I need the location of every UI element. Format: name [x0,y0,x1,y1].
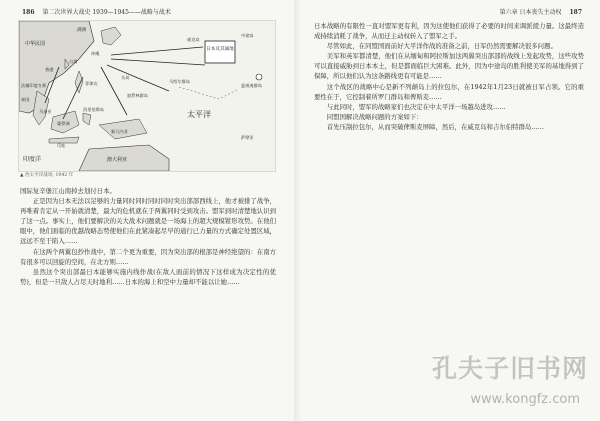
label-guam: 关岛 [121,75,130,80]
running-title: 第六章 日本丧失主动权 [499,9,562,16]
label-malaya: 马来亚 [39,109,52,114]
paragraph: 在这两个两翼包抄作战中，第二个更为重要，因为突出部的根部是神经绝望的：在南方有很多可以回旋的空间，在北方则…… [20,247,276,266]
label-australia: 澳大利亚 [107,157,128,163]
page-number: 187 [569,9,582,16]
label-indochina: 法属印度支那 [21,83,47,88]
label-marshall: 马绍尔群岛 [169,79,190,84]
label-okinawa: 冲绳 [91,51,100,56]
label-japan: 日本及其属地 [206,47,234,52]
label-caroline: 加罗林群岛 [127,93,148,98]
label-indian-ocean: 印度洋 [23,156,42,163]
label-celebes: 西里伯斯岛 [83,107,104,112]
label-hongkong: 香港 [45,67,54,72]
page-number: 186 [22,9,35,16]
paragraph: 这个战区的战略中心是新不列颠岛上的拉包尔，在1942年1月23日就被日军占领。它的重要性在于，它控制着所罗门群岛和俾斯麦…… [314,82,584,101]
left-page-header [22,7,171,16]
left-page [0,0,298,421]
label-taiwan: 台湾 [69,59,78,64]
japan-legend-box [205,41,235,63]
right-body-text [314,21,584,132]
label-pacific-ocean: 太平洋 [187,110,211,119]
label-thailand: 泰国 [21,97,30,102]
running-title: 第二次世界大战史 1939—1945——战略与战术 [42,9,171,16]
label-hawaii: 夏威夷群岛 [241,83,262,88]
pacific-map [19,21,275,171]
label-china: 中华民国 [25,41,46,47]
label-borneo: 婆罗洲 [57,121,70,126]
label-newguinea: 新几内亚 [111,129,128,134]
left-body-text [20,186,276,287]
hawaii-marker [256,74,262,80]
paragraph: 与此同时，盟军的战略家们也决定在中太平洋一场越岛进攻…… [326,102,506,111]
paragraph: 虽然这个突出部最日本能够实施内线作战(在敌人面前的情况下这样成为决定性的优势)，但是一旦敌人占尽天时地利……日本的海上和空中力量却不能以让她…… [20,267,276,286]
label-midway: 中途岛 [241,33,254,38]
right-page-header [500,7,582,16]
label-samoa: 萨摩亚 [241,135,254,140]
label-manchuria: 满洲 [77,28,87,33]
paragraph: 同盟国解决战略问题的方案如下： [326,112,423,121]
paragraph: 正是因为日本无法以足够的力量同时同时同时同时突出部部西线上，他才被排了战争，再唯着肯定从一开始就清楚，最大的危机就在于两翼同时受到攻击。盟军到时清楚地认识到了这一点。事实上，他们要解决的关大战术问题就是一场海上的超大规模钳形攻势。在他们眼中，他们面临的优越战略态势使他们在此紧凑起尽早的通行已力量的方式确定处置区域，远远不至于陷入…… [20,197,276,246]
label-wake: 威克岛 [187,37,200,42]
figure-caption: ▲ 西太平洋战场, 1942 年 [20,173,74,178]
paragraph: 美军和英军都清楚，他们在从缅甸和阿拉斯加这两翼突出部部的战线上发起攻势，这些攻势可以直接威胁到日本本土，但是都面临巨大困难。此外，因为中途岛的胜利使美军的基地得到了保障，所以他们认为这条路线更有可能是…… [314,52,584,81]
watermark-logo: 孔夫子旧书网 [431,354,588,383]
map-figure [18,20,276,172]
paragraph: 日本战略的有限性一直对盟军更有利，因为这使他们获得了必要的时间来调派援力量。这最终造成持续消耗了战争，从而迁主动权转入了盟军之手。 [314,22,584,41]
watermark-url: www.kongfz.com [470,392,580,407]
paragraph: 首先压制拉包尔，从而突破俾斯麦屏障，然后，在威克岛和吉尔伯特群岛…… [326,122,545,131]
paragraph: 国际复辛堡江山南掉去划付日本。 [20,187,116,195]
label-philippines: 菲律宾 [85,81,98,86]
label-java: 爪哇 [57,143,66,148]
paragraph: 尽管如此，在同盟国面前好大平洋作战的准备之前，日军仍然需要解决很多问题。 [326,42,557,51]
